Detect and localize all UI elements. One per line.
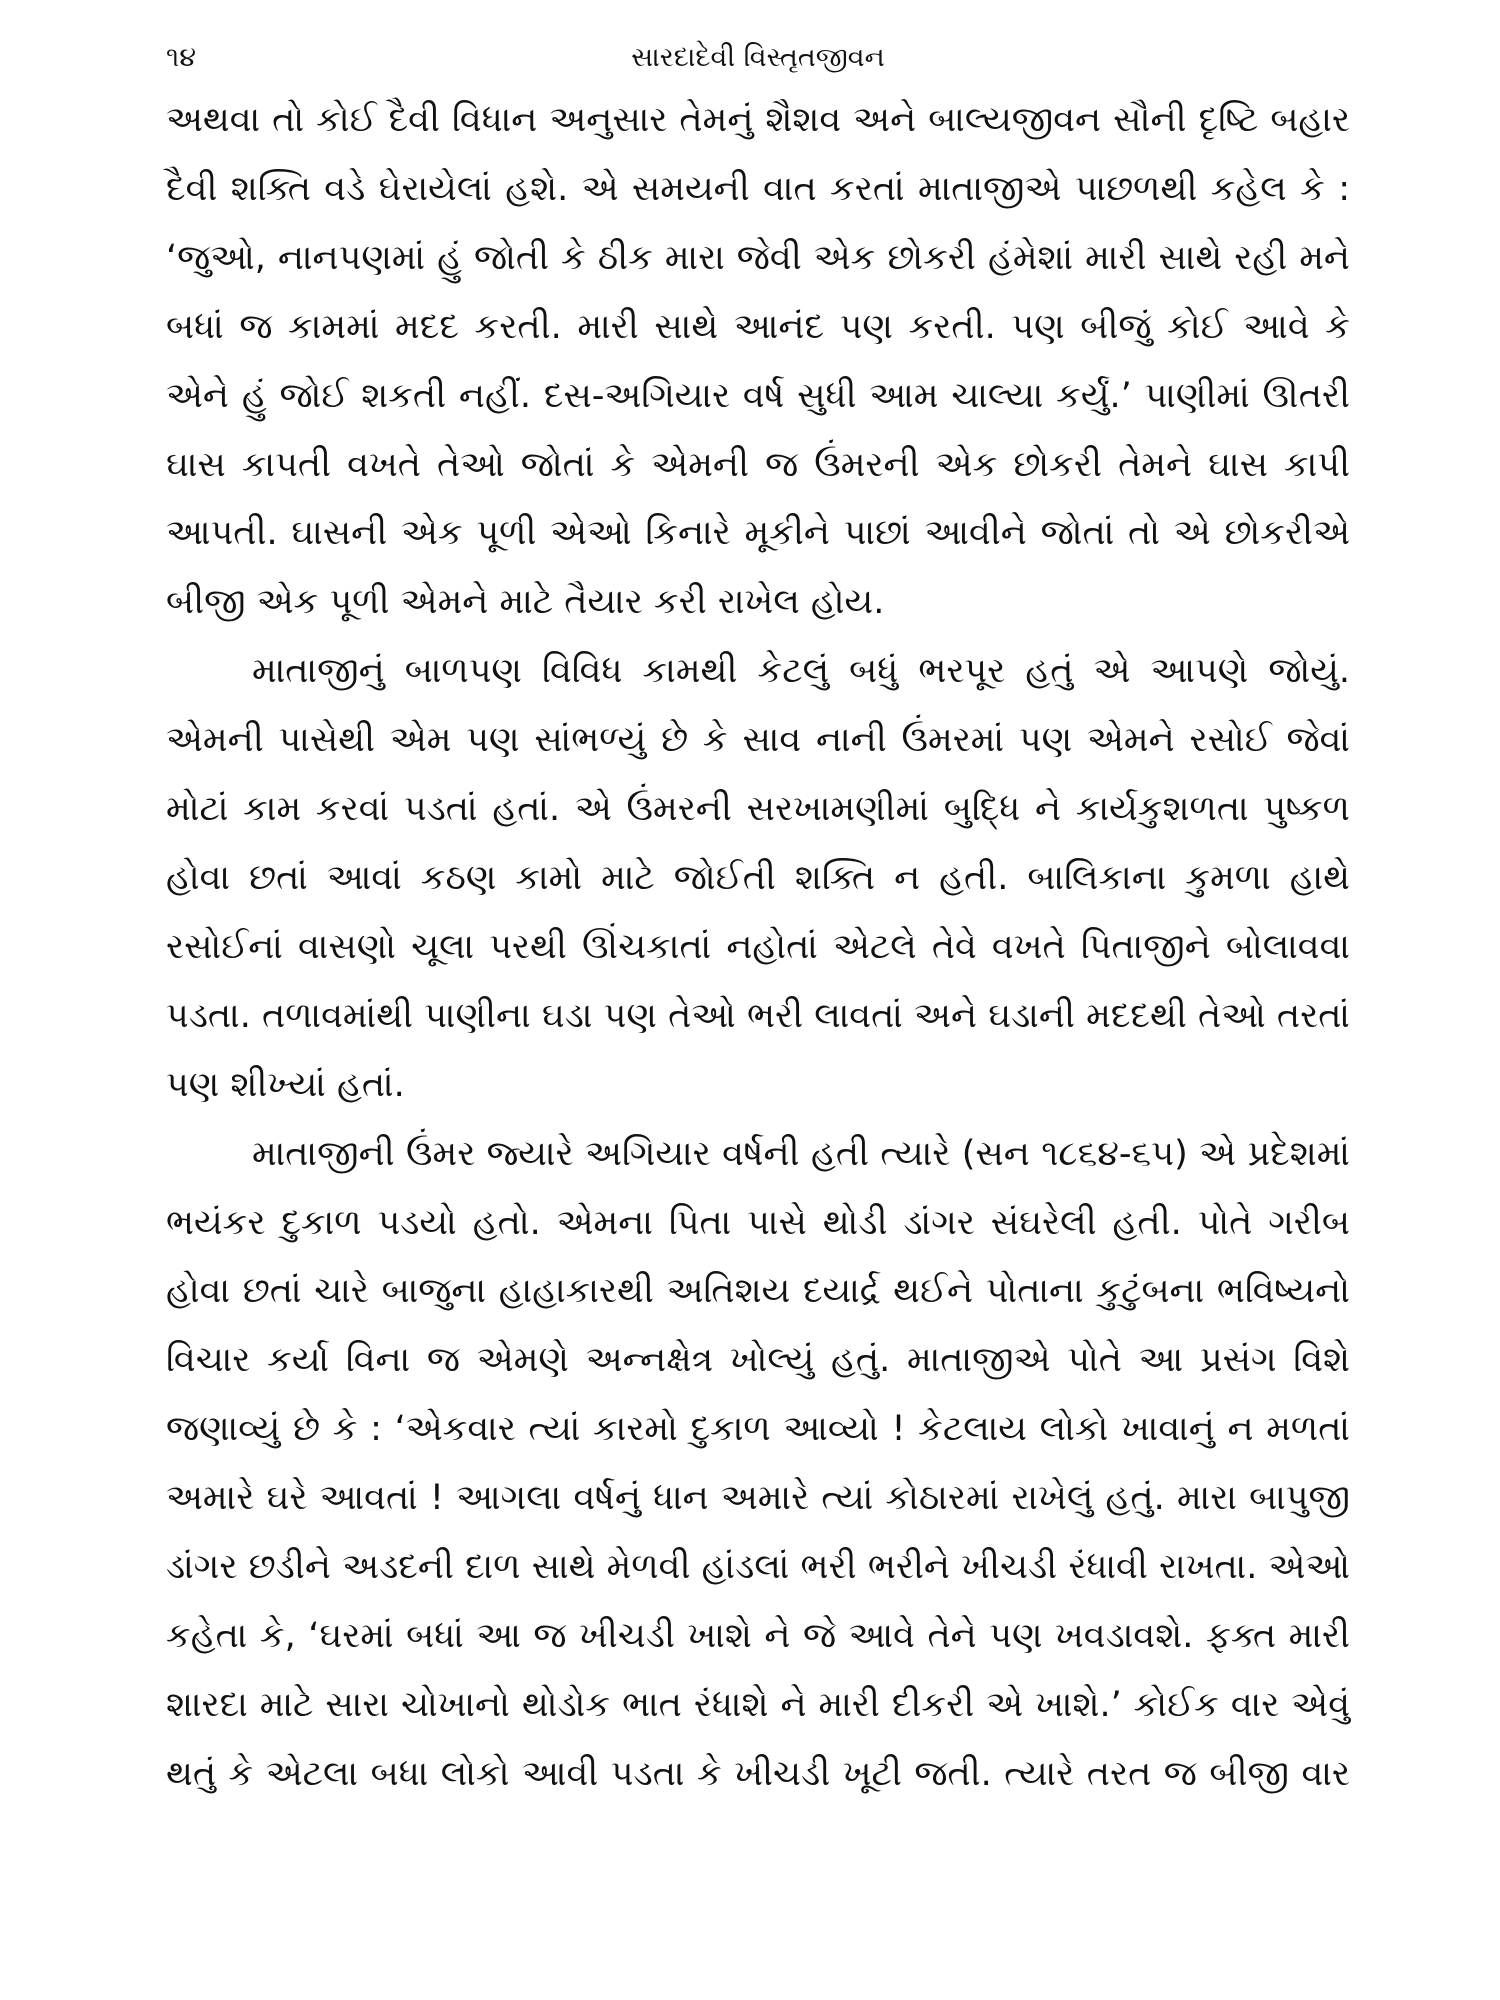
body-text <box>166 86 1350 1809</box>
paragraph: માતાજીનું બાળપણ વિવિધ કામથી કેટલું બધું ભરપૂર હતું એ આપણે જોયું. એમની પાસેથી એમ પણ સાંભળ્યું છે કે સાવ નાની ઉંમરમાં પણ એમને રસોઈ જેવાં મોટાં કામ કરવાં પડતાં હતાં. એ ઉંમરની સરખામણીમાં બુદ્ધિ ને કાર્યકુશળતા પુષ્કળ હોવા છતાં આવાં કઠણ કામો માટે જોઈતી શક્તિ ન હતી. બાલિકાના કુમળા હાથે રસોઈનાં વાસણો ચૂલા પરથી ઊંચકાતાં નહોતાં એટલે તેવે વખતે પિતાજીને બોલાવવા પડતા. તળાવમાંથી પાણીના ઘડા પણ તેઓ ભરી લાવતાં અને ઘડાની મદદથી તેઓ તરતાં પણ શીખ્યાં હતાં. <box>166 651 1350 1105</box>
running-title: સારદાદેવી વિસ્તૃતજીવન <box>631 42 885 73</box>
page-header <box>166 38 1350 78</box>
page-number: ૧૪ <box>166 42 196 73</box>
paragraph: અથવા તો કોઈ દૈવી વિધાન અનુસાર તેમનું શૈશવ અને બાલ્યજીવન સૌની દૃષ્ટિ બહાર દૈવી શક્તિ વડે ઘેરાયેલાં હશે. એ સમયની વાત કરતાં માતાજીએ પાછળથી કહેલ કે : ‘જુઓ, નાનપણમાં હું જોતી કે ઠીક મારા જેવી એક છોકરી હંમેશાં મારી સાથે રહી મને બધાં જ કામમાં મદદ કરતી. મારી સાથે આનંદ પણ કરતી. પણ બીજું કોઈ આવે કે એને હું જોઈ શકતી નહીં. દસ-અગિયાર વર્ષ સુધી આમ ચાલ્યા કર્યું.’ પાણીમાં ઊતરી ઘાસ કાપતી વખતે તેઓ જોતાં કે એમની જ ઉંમરની એક છોકરી તેમને ઘાસ કાપી આપતી. ઘાસની એક પૂળી એઓ કિનારે મૂકીને પાછાં આવીને જોતાં તો એ છોકરીએ બીજી એક પૂળી એમને માટે તૈયાર કરી રાખેલ હોય. <box>166 100 1350 623</box>
paragraph: માતાજીની ઉંમર જ્યારે અગિયાર વર્ષની હતી ત્યારે (સન ૧૮૬૪-૬૫) એ પ્રદેશમાં ભયંકર દુકાળ પડયો હતો. એમના પિતા પાસે થોડી ડાંગર સંઘરેલી હતી. પોતે ગરીબ હોવા છતાં ચારે બાજુના હાહાકારથી અતિશય દયાર્દ્ર થઈને પોતાના કુટુંબના ભવિષ્યનો વિચાર કર્યા વિના જ એમણે અન્નક્ષેત્ર ખોલ્યું હતું. માતાજીએ પોતે આ પ્રસંગ વિશે જણાવ્યું છે કે : ‘એકવાર ત્યાં કારમો દુકાળ આવ્યો ! કેટલાય લોકો ખાવાનું ન મળતાં અમારે ઘરે આવતાં ! આગલા વર્ષનું ધાન અમારે ત્યાં કોઠારમાં રાખેલું હતું. મારા બાપુજી ડાંગર છડીને અડદની દાળ સાથે મેળવી હાંડલાં ભરી ભરીને ખીચડી રંધાવી રાખતા. એઓ કહેતા કે, ‘ઘરમાં બધાં આ જ ખીચડી ખાશે ને જે આવે તેને પણ ખવડાવશે. ફક્ત મારી શારદા માટે સારા ચોખાનો થોડોક ભાત રંધાશે ને મારી દીકરી એ ખાશે.’ કોઈક વાર એવું થતું કે એટલા બધા લોકો આવી પડતા કે ખીચડી ખૂટી જતી. ત્યારે તરત જ બીજી વાર <box>166 1133 1351 1794</box>
